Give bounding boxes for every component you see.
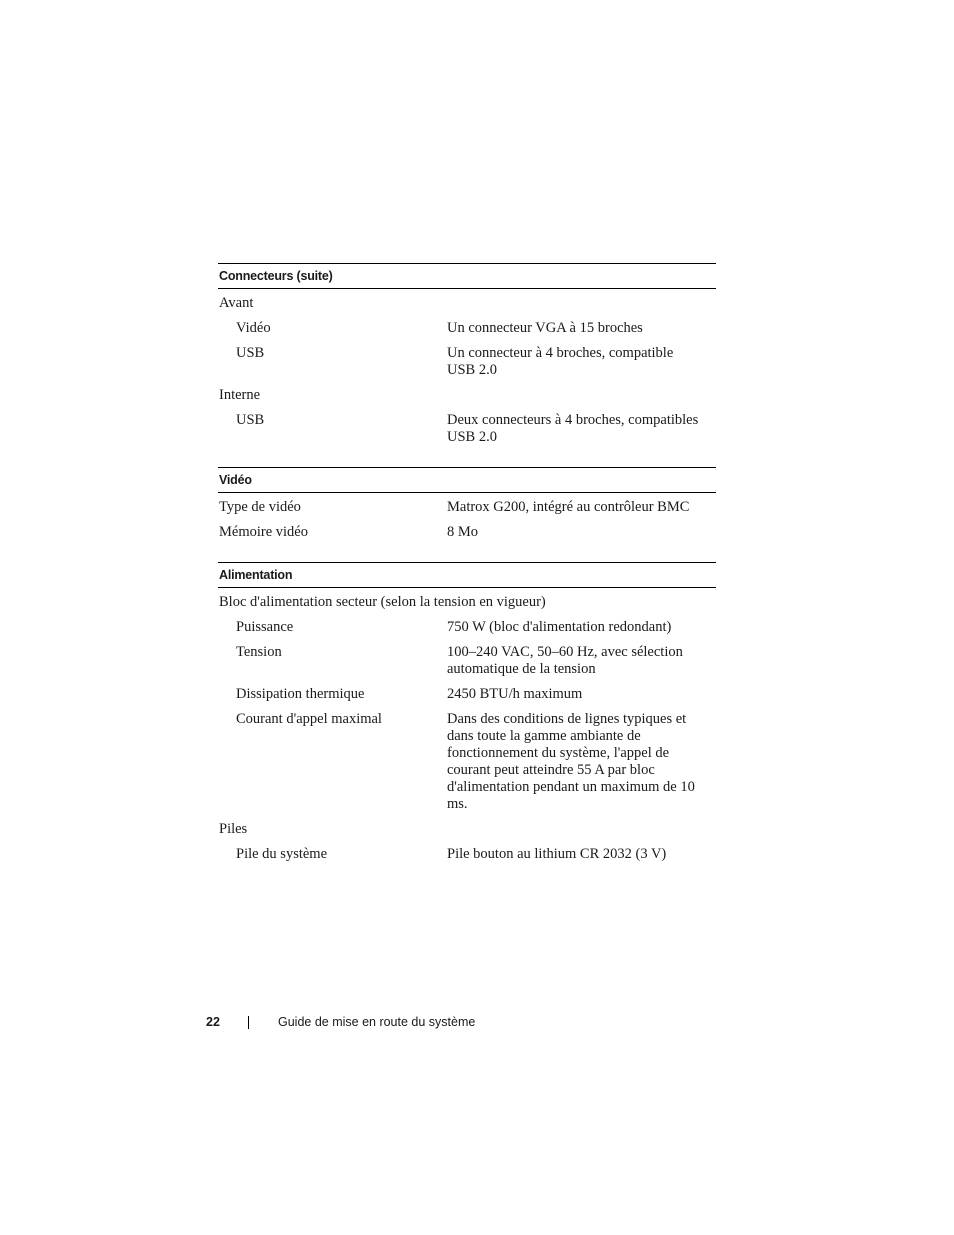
spec-value: Un connecteur VGA à 15 broches xyxy=(447,320,643,336)
page-footer xyxy=(206,1015,475,1029)
spec-value: 8 Mo xyxy=(447,524,479,540)
spec-value: 2450 BTU/h maximum xyxy=(447,686,583,702)
spec-label: Vidéo xyxy=(236,320,271,336)
section-body-connecteurs xyxy=(218,289,716,450)
spec-label: Mémoire vidéo xyxy=(219,524,308,540)
group-row-interne xyxy=(218,383,716,408)
spec-row-interne-usb xyxy=(218,408,716,450)
spec-value: Dans des conditions de lignes typiques et dans toute la gamme ambiante de fonctionnement du système, l'appel de courant peut atteindre 55 A par bloc d'alimentation pendant un maximum de 10 ms. xyxy=(447,711,695,812)
group-row-bloc xyxy=(218,590,716,615)
spec-label: USB xyxy=(236,345,265,361)
spec-value: 100–240 VAC, 50–60 Hz, avec sélection automatique de la tension xyxy=(447,644,683,677)
group-label-bloc: Bloc d'alimentation secteur (selon la tension en vigueur) xyxy=(219,594,546,610)
spec-label: Puissance xyxy=(236,619,294,635)
section-gap xyxy=(218,450,716,467)
group-label-avant: Avant xyxy=(219,295,254,311)
footer-title: Guide de mise en route du système xyxy=(278,1015,476,1029)
group-row-piles xyxy=(218,817,716,842)
section-gap xyxy=(218,545,716,562)
spec-value: Pile bouton au lithium CR 2032 (3 V) xyxy=(447,846,667,862)
spec-label: Type de vidéo xyxy=(219,499,301,515)
spec-value: Deux connecteurs à 4 broches, compatibles USB 2.0 xyxy=(447,412,699,445)
spec-row-memoire-video xyxy=(218,520,716,545)
spec-label: Courant d'appel maximal xyxy=(236,711,382,727)
section-header-video: Vidéo xyxy=(218,467,716,493)
group-row-avant xyxy=(218,291,716,316)
spec-label: Tension xyxy=(236,644,282,660)
spec-table xyxy=(218,263,716,867)
group-label-piles: Piles xyxy=(219,821,248,837)
spec-label: Dissipation thermique xyxy=(236,686,365,702)
section-header-alimentation: Alimentation xyxy=(218,562,716,588)
spec-row-puissance xyxy=(218,615,716,640)
spec-row-tension xyxy=(218,640,716,682)
spec-value: Un connecteur à 4 broches, compatible USB 2.0 xyxy=(447,345,674,378)
spec-value: 750 W (bloc d'alimentation redondant) xyxy=(447,619,672,635)
spec-label: Pile du système xyxy=(236,846,328,862)
footer-divider xyxy=(248,1016,249,1029)
page-number: 22 xyxy=(206,1015,220,1029)
section-header-connecteurs: Connecteurs (suite) xyxy=(218,263,716,289)
spec-row-pile-systeme xyxy=(218,842,716,867)
spec-row-avant-usb xyxy=(218,341,716,383)
spec-row-dissipation xyxy=(218,682,716,707)
spec-value: Matrox G200, intégré au contrôleur BMC xyxy=(447,499,690,515)
spec-row-type-video xyxy=(218,495,716,520)
section-body-video xyxy=(218,493,716,545)
section-body-alimentation xyxy=(218,588,716,867)
spec-row-courant xyxy=(218,707,716,817)
spec-label: USB xyxy=(236,412,265,428)
group-label-interne: Interne xyxy=(219,387,261,403)
spec-row-avant-video xyxy=(218,316,716,341)
